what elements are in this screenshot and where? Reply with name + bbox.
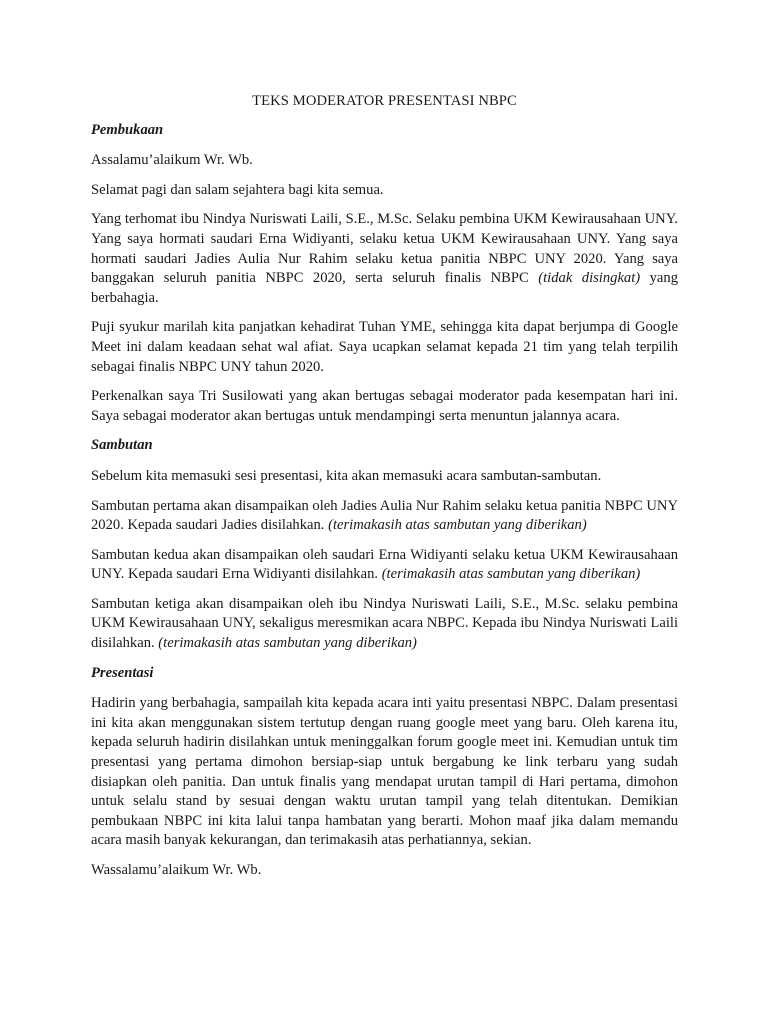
- document-body: [91, 92, 678, 891]
- sambutan-third-note: (terimakasih atas sambutan yang diberikan): [158, 635, 417, 652]
- paragraph-welcome: Selamat pagi dan salam sejahtera bagi kita semua.: [91, 181, 384, 198]
- paragraph-sambutan-third: [91, 595, 678, 654]
- paragraph-gratitude: Puji syukur marilah kita panjatkan kehadirat Tuhan YME, sehingga kita dapat berjumpa di Google Meet ini dalam keadaan sehat wal afiat. Saya ucapkan selamat kepada 21 tim yang telah terpilih sebagai finalis NBPC UNY tahun 2020.: [91, 319, 678, 375]
- section-heading-pembukaan: Pembukaan: [91, 121, 164, 138]
- section-heading-sambutan: Sambutan: [91, 437, 153, 454]
- paragraph-closing: Wassalamu’alaikum Wr. Wb.: [91, 862, 262, 878]
- sambutan-second-text: Sambutan kedua akan disampaikan oleh saudari Erna Widiyanti selaku ketua UKM Kewirausahaan UNY. Kepada saudari Erna Widiyanti disilahkan.: [91, 546, 678, 583]
- paragraph-sambutan-intro: Sebelum kita memasuki sesi presentasi, kita akan memasuki acara sambutan-sambutan.: [91, 467, 602, 484]
- paragraph-introduction: Perkenalkan saya Tri Susilowati yang akan bertugas sebagai moderator pada kesempatan hari ini. Saya sebagai moderator akan bertugas untuk mendampingi serta menuntun jalannya acara.: [91, 388, 678, 424]
- sambutan-third-text: Sambutan ketiga akan disampaikan oleh ibu Nindya Nuriswati Laili, S.E., M.Sc. selaku pembina UKM Kewirausahaan UNY, sekaligus meresmikan acara NBPC. Kepada ibu Nindya Nuriswati Laili disilahkan.: [91, 595, 678, 652]
- section-heading-presentasi: Presentasi: [91, 664, 154, 681]
- paragraph-presentasi: Hadirin yang berbahagia, sampailah kita kepada acara inti yaitu presentasi NBPC. Dalam presentasi ini kita akan menggunakan sistem tertutup dengan ruang google meet yang baru. Oleh karena itu, kepada seluruh hadirin disilahkan untuk meninggalkan forum google meet ini. Kemudian untuk tim presentasi yang pertama dimohon bersiap-siap untuk bergabung ke link terbaru yang sudah disiapkan oleh panitia. Dan untuk finalis yang mendapat urutan tampil di Hari pertama, dimohon untuk selalu stand by sesuai dengan waktu urutan tampil yang telah ditentukan. Demikian pembukaan NBPC ini kita lalui tanpa hambatan yang berarti. Mohon maaf jika dalam memandu acara masih banyak kekurangan, dan terimakasih atas perhatiannya, sekian.: [91, 695, 678, 849]
- sambutan-first-text: Sambutan pertama akan disampaikan oleh Jadies Aulia Nur Rahim selaku ketua panitia NBPC UNY 2020. Kepada saudari Jadies disilahkan.: [91, 497, 678, 534]
- paragraph-sambutan-second: [91, 546, 678, 585]
- sambutan-second-note: (terimakasih atas sambutan yang diberikan): [381, 566, 641, 583]
- paragraph-respect: [91, 210, 678, 308]
- sambutan-first-note: (terimakasih atas sambutan yang diberikan): [328, 517, 587, 534]
- document-title: TEKS MODERATOR PRESENTASI NBPC: [252, 93, 517, 109]
- respect-end: yang berbahagia.: [91, 270, 678, 306]
- respect-text: Yang terhomat ibu Nindya Nuriswati Laili, S.E., M.Sc. Selaku pembina UKM Kewirausahaan UNY. Yang saya hormati saudari Erna Widiyanti, selaku ketua UKM Kewirausahaan UNY. Yang saya hormati saudari Jadies Aulia Nur Rahim selaku ketua panitia NBPC UNY 2020. Yang saya banggakan seluruh panitia NBPC 2020, serta seluruh finalis NBPC: [91, 211, 678, 287]
- paragraph-sambutan-first: [91, 497, 678, 536]
- respect-note: (tidak disingkat): [538, 270, 641, 287]
- paragraph-greeting: Assalamu’alaikum Wr. Wb.: [91, 152, 253, 169]
